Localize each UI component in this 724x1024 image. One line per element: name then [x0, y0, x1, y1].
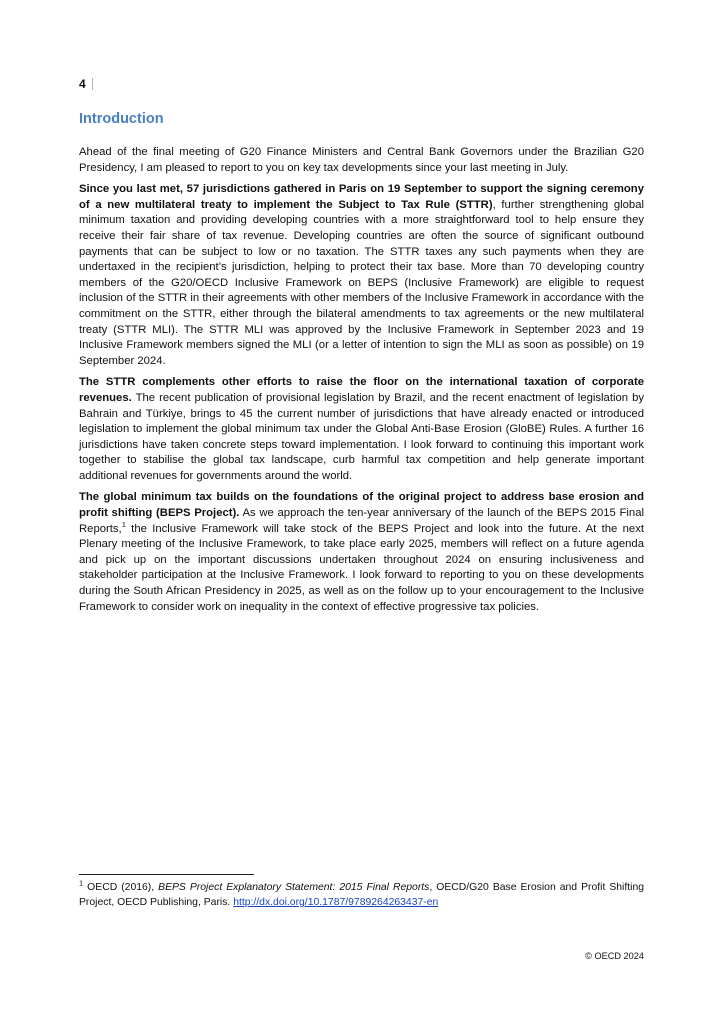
paragraph-text: As we approach the ten-year anniversary of the launch of the BEPS 2015 Final Reports, — [79, 507, 644, 535]
body-text — [79, 145, 644, 621]
paragraph-lead: The STTR complements other efforts to raise the floor on the international taxation of corporate revenues. — [79, 376, 644, 404]
paragraph-text: Ahead of the final meeting of G20 Finance Ministers and Central Bank Governors under the Brazilian G20 Presidency, I am pleased to report to you on key tax developments since your last meeting in July. — [79, 146, 644, 174]
paragraph-global-minimum-tax — [79, 490, 644, 615]
paragraph-lead: The global minimum tax builds on the foundations of the original project to address base erosion and profit shifting (BEPS Project). — [79, 491, 644, 520]
footnote — [79, 880, 644, 910]
footnote-prefix: OECD (2016), — [83, 882, 159, 893]
header-separator — [92, 78, 93, 90]
paragraph-sttr-signing — [79, 182, 644, 369]
section-title: Introduction — [79, 111, 164, 127]
footnote-title: BEPS Project Explanatory Statement: 2015 Final Reports — [158, 882, 430, 893]
copyright-notice: © OECD 2024 — [585, 951, 644, 961]
footnote-suffix: , OECD/G20 Base Erosion and Profit Shifting Project, OECD Publishing, Paris. — [79, 882, 644, 908]
paragraph-intro — [79, 145, 644, 176]
footnote-divider — [79, 874, 254, 875]
footnote-reference[interactable]: 1 — [121, 519, 126, 529]
footnote-number: 1 — [79, 878, 84, 888]
paragraph-lead: Since you last met, 57 jurisdictions gathered in Paris on 19 September to support the signing ceremony of a new multilateral treaty to implement the Subject to Tax Rule (STTR) — [79, 183, 644, 211]
footnote-link[interactable]: http://dx.doi.org/10.1787/9789264263437-en — [233, 897, 439, 908]
paragraph-text: , further strengthening global minimum taxation and providing developing countries with a more straightforward tool to help ensure they receive their fair share of tax revenue. Developing countries are often the source of significant outbound payments that can be subject to low or no taxation. The STTR taxes any such payments when they are undertaxed in the recipient’s jurisdiction, helping to protect their tax base. More than 70 developing country members of the G20/OECD Inclusive Framework on BEPS (Inclusive Framework) are eligible to request inclusion of the STTR in their agreements with other members of the Inclusive Framework in accordance with the commitment on the STTR, either through the bilateral amendments to tax agreements or the new multilateral treaty (STTR MLI). The STTR MLI was approved by the Inclusive Framework in September 2023 and 19 Inclusive Framework members signed the MLI (or a letter of intention to sign the MLI as soon as possible) on 19 September 2024. — [79, 198, 644, 367]
paragraph-sttr-complements — [79, 375, 644, 484]
paragraph-text: the Inclusive Framework will take stock of the BEPS Project and look into the future. At the next Plenary meeting of the Inclusive Framework, to take place early 2025, members will reflect on a future agenda and pick up on the important discussions undertaken throughout 2024 on ensuring inclusiveness and stakeholder participation at the Inclusive Framework. I look forward to reporting to you on these developments during the South African Presidency in 2025, as well as on the follow up to your encouragement to the Inclusive Framework to consider work on inequality in the context of effective progressive tax policies. — [79, 522, 644, 613]
page-header — [79, 77, 93, 91]
paragraph-text: The recent publication of provisional legislation by Brazil, and the recent enactment of legislation by Bahrain and Türkiye, brings to 45 the current number of jurisdictions that have already enacted or introduced legislation to implement the global minimum tax under the Global Anti-Base Erosion (GloBE) Rules. A further 16 jurisdictions have taken concrete steps toward implementation. I look forward to continuing this important work together to stabilise the global tax landscape, curb harmful tax competition and help generate important additional revenues for governments around the world. — [79, 391, 644, 482]
page-number: 4 — [79, 77, 86, 91]
